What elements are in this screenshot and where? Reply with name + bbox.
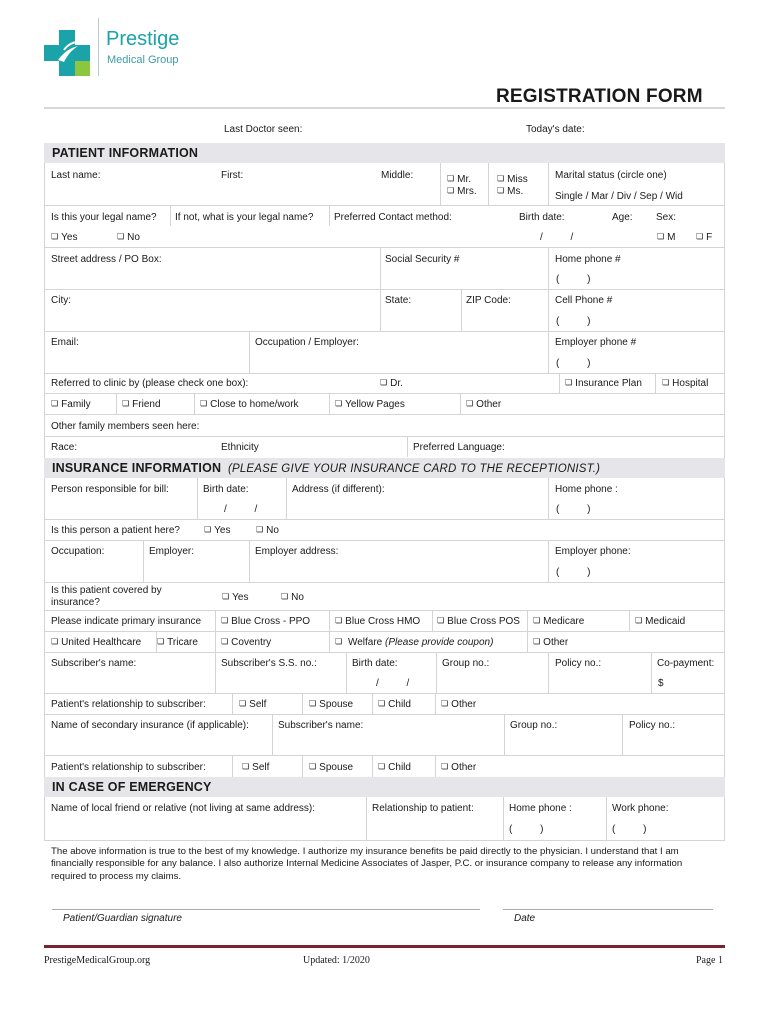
legal-name-question: Is this your legal name? <box>51 212 157 223</box>
insurance-heading-note: (PLEASE GIVE YOUR INSURANCE CARD TO THE RECEPTIONIST.) <box>227 463 601 475</box>
divider <box>44 540 725 541</box>
secondary-group-no-label: Group no.: <box>510 720 558 731</box>
emergency-work-parens: ( ) <box>612 824 647 835</box>
legal-no-checkbox[interactable]: ❏ No <box>117 232 140 243</box>
secondary-subscriber-label: Subscriber's name: <box>278 720 364 731</box>
divider <box>44 631 725 632</box>
language-label: Preferred Language: <box>413 442 505 453</box>
ssn-label: Social Security # <box>385 254 460 265</box>
brand-subtitle: Medical Group <box>107 54 179 66</box>
divider <box>44 797 45 840</box>
coventry-checkbox[interactable]: ❏ Coventry <box>221 637 271 648</box>
title-ms-checkbox[interactable]: ❏ Ms. <box>497 186 523 197</box>
first-name-label: First: <box>221 170 244 181</box>
marital-status-options[interactable]: Single / Mar / Div / Sep / Wid <box>555 191 683 202</box>
cell-phone-label: Cell Phone # <box>555 295 613 306</box>
divider <box>329 393 330 414</box>
divider <box>548 652 549 693</box>
referred-hospital-checkbox[interactable]: ❏ Hospital <box>662 378 708 389</box>
divider <box>44 393 725 394</box>
divider <box>44 840 725 841</box>
home-phone-label: Home phone # <box>555 254 621 265</box>
is-patient-yes-checkbox[interactable]: ❏ Yes <box>204 525 231 536</box>
divider <box>52 909 480 910</box>
race-label: Race: <box>51 442 78 453</box>
ins-employer-phone-parens: ( ) <box>556 567 591 578</box>
divider <box>436 652 437 693</box>
relationship-label: Patient's relationship to subscriber: <box>51 699 206 710</box>
ins-other-checkbox[interactable]: ❏ Other <box>533 637 568 648</box>
divider <box>272 714 273 755</box>
middle-name-label: Middle: <box>381 170 414 181</box>
relationship-other-checkbox[interactable]: ❏ Other <box>441 699 476 710</box>
divider <box>232 693 233 714</box>
blue-cross-pos-checkbox[interactable]: ❏ Blue Cross POS <box>437 616 520 627</box>
responsible-address-label: Address (if different): <box>292 484 385 495</box>
referred-friend-checkbox[interactable]: ❏ Friend <box>122 399 161 410</box>
brand-name: Prestige <box>106 28 180 50</box>
divider <box>488 163 489 205</box>
referred-family-checkbox[interactable]: ❏ Family <box>51 399 91 410</box>
divider <box>44 582 725 583</box>
indicate-primary-label: Please indicate primary insurance <box>51 616 202 627</box>
divider <box>440 163 441 205</box>
divider <box>606 797 607 840</box>
relationship-child-checkbox[interactable]: ❏ Child <box>378 699 411 710</box>
divider <box>461 289 462 331</box>
emergency-home-parens: ( ) <box>509 824 544 835</box>
todays-date-label: Today's date: <box>526 124 585 135</box>
birth-date-label: Birth date: <box>519 212 565 223</box>
divider <box>655 373 656 393</box>
divider <box>559 373 560 393</box>
divider <box>194 393 195 414</box>
age-label: Age: <box>612 212 633 223</box>
tricare-checkbox[interactable]: ❏ Tricare <box>157 637 198 648</box>
emergency-relationship-label: Relationship to patient: <box>372 803 474 814</box>
divider <box>143 540 144 582</box>
referred-dr-checkbox[interactable]: ❏ Dr. <box>380 378 403 389</box>
divider <box>44 519 725 520</box>
covered-question-line2: insurance? <box>51 597 100 608</box>
footer-updated: Updated: 1/2020 <box>303 955 370 966</box>
subscriber-ss-label: Subscriber's S.S. no.: <box>221 658 317 669</box>
insurance-heading-text: INSURANCE INFORMATION <box>52 461 222 475</box>
divider <box>302 755 303 777</box>
blue-cross-hmo-checkbox[interactable]: ❏ Blue Cross HMO <box>335 616 420 627</box>
secondary-relationship-label: Patient's relationship to subscriber: <box>51 762 206 773</box>
divider <box>651 652 652 693</box>
footer-page: Page 1 <box>696 955 723 966</box>
divider <box>380 289 381 331</box>
last-name-label: Last name: <box>51 170 101 181</box>
marital-status-label: Marital status (circle one) <box>555 170 667 181</box>
home-phone-parens: ( ) <box>556 274 591 285</box>
policy-no-label: Policy no.: <box>555 658 602 669</box>
responsible-label: Person responsible for bill: <box>51 484 169 495</box>
divider <box>44 289 725 290</box>
ins-occupation-label: Occupation: <box>51 546 105 557</box>
emergency-work-phone-label: Work phone: <box>612 803 669 814</box>
welfare-note: (Please provide coupon) <box>385 637 494 648</box>
welfare-label: Welfare <box>347 637 383 648</box>
divider <box>44 755 725 756</box>
divider <box>44 205 725 206</box>
divider <box>346 652 347 693</box>
last-doctor-label: Last Doctor seen: <box>224 124 303 135</box>
is-patient-question: Is this person a patient here? <box>51 525 180 536</box>
title-miss-checkbox[interactable]: ❏ Miss <box>497 174 528 185</box>
birth-date-slashes: / / <box>540 232 574 243</box>
secondary-spouse-checkbox[interactable]: ❏ Spouse <box>309 762 353 773</box>
divider <box>44 247 725 248</box>
employer-phone-label: Employer phone # <box>555 337 637 348</box>
is-patient-no-checkbox[interactable]: ❏ No <box>256 525 279 536</box>
title-mr-checkbox[interactable]: ❏ Mr. <box>447 174 471 185</box>
sex-label: Sex: <box>656 212 677 223</box>
divider <box>503 797 504 840</box>
divider <box>197 478 198 519</box>
covered-question-line1: Is this patient covered by <box>51 585 162 596</box>
ins-employer-address-label: Employer address: <box>255 546 339 557</box>
divider <box>170 205 171 226</box>
zip-label: ZIP Code: <box>466 295 511 306</box>
street-address-label: Street address / PO Box: <box>51 254 162 265</box>
welfare-checkbox[interactable] <box>335 637 493 648</box>
divider <box>460 393 461 414</box>
secondary-child-checkbox[interactable]: ❏ Child <box>378 762 411 773</box>
divider <box>249 540 250 582</box>
medicare-checkbox[interactable]: ❏ Medicare <box>533 616 584 627</box>
ins-employer-label: Employer: <box>149 546 195 557</box>
copay-dollar-sign: $ <box>658 678 664 689</box>
divider <box>232 755 233 777</box>
divider <box>548 540 549 582</box>
other-family-label: Other family members seen here: <box>51 421 200 432</box>
divider <box>504 714 505 755</box>
relationship-spouse-checkbox[interactable]: ❏ Spouse <box>309 699 353 710</box>
divider <box>44 693 725 694</box>
divider <box>380 247 381 289</box>
city-label: City: <box>51 295 71 306</box>
divider <box>44 373 725 374</box>
responsible-birth-date-label: Birth date: <box>203 484 249 495</box>
signature-label: Patient/Guardian signature <box>63 913 182 924</box>
page-title: REGISTRATION FORM <box>496 86 703 107</box>
covered-yes-checkbox[interactable]: ❏ Yes <box>222 592 249 603</box>
copay-label: Co-payment: <box>657 658 715 669</box>
insurance-info-heading <box>44 458 725 478</box>
divider <box>44 331 725 332</box>
divider <box>215 652 216 693</box>
cell-phone-parens: ( ) <box>556 316 591 327</box>
divider <box>372 693 373 714</box>
divider <box>366 797 367 840</box>
divider <box>116 393 117 414</box>
referred-close-home-checkbox[interactable]: ❏ Close to home/work <box>200 399 299 410</box>
referred-other-checkbox[interactable]: ❏ Other <box>466 399 501 410</box>
divider <box>629 610 630 631</box>
divider <box>548 478 549 519</box>
logo <box>44 26 194 82</box>
secondary-policy-no-label: Policy no.: <box>629 720 676 731</box>
contact-method-label: Preferred Contact method: <box>334 212 452 223</box>
responsible-phone-parens: ( ) <box>556 504 591 515</box>
logo-divider <box>98 18 99 76</box>
divider <box>372 755 373 777</box>
responsible-home-phone-label: Home phone : <box>555 484 618 495</box>
legal-name-if-not-label: If not, what is your legal name? <box>175 212 314 223</box>
patient-info-heading: PATIENT INFORMATION <box>44 143 725 163</box>
divider <box>44 610 725 611</box>
employer-phone-parens: ( ) <box>556 358 591 369</box>
secondary-self-checkbox[interactable]: ❏ Self <box>242 762 269 773</box>
divider <box>435 693 436 714</box>
secondary-other-checkbox[interactable]: ❏ Other <box>441 762 476 773</box>
divider <box>548 247 549 373</box>
referred-yellow-pages-checkbox[interactable]: ❏ Yellow Pages <box>335 399 405 410</box>
united-healthcare-checkbox[interactable]: ❏ United Healthcare <box>51 637 141 648</box>
emergency-heading: IN CASE OF EMERGENCY <box>44 777 725 797</box>
divider <box>432 610 433 631</box>
blue-cross-ppo-checkbox[interactable]: ❏ Blue Cross - PPO <box>221 616 310 627</box>
covered-no-checkbox[interactable]: ❏ No <box>281 592 304 603</box>
divider <box>622 714 623 755</box>
date-label: Date <box>514 913 536 924</box>
divider <box>249 331 250 373</box>
sex-m-checkbox[interactable]: ❏ M <box>657 232 676 243</box>
ins-employer-phone-label: Employer phone: <box>555 546 631 557</box>
subscriber-name-label: Subscriber's name: <box>51 658 137 669</box>
sex-f-checkbox[interactable]: ❏ F <box>696 232 712 243</box>
divider <box>407 436 408 457</box>
divider <box>302 693 303 714</box>
footer-site: PrestigeMedicalGroup.org <box>44 955 151 966</box>
divider <box>329 205 330 226</box>
divider <box>286 478 287 519</box>
referred-insurance-plan-checkbox[interactable]: ❏ Insurance Plan <box>565 378 642 389</box>
subscriber-birth-date-label: Birth date: <box>352 658 398 669</box>
divider <box>724 797 725 840</box>
authorization-statement: The above information is true to the best of my knowledge. I authorize my insurance benefits be paid directly to the physician. I understand that I am financially responsible for any balance. I also authorize Internal Medicine Associates of Jasper, P.C. or insurance company to release any information required to process my claims. <box>51 846 683 882</box>
divider <box>44 414 725 415</box>
state-label: State: <box>385 295 412 306</box>
divider <box>548 163 549 205</box>
responsible-birth-slashes: / / <box>224 504 258 515</box>
relationship-self-checkbox[interactable]: ❏ Self <box>239 699 266 710</box>
ethnicity-label: Ethnicity <box>221 442 259 453</box>
divider <box>435 755 436 777</box>
medicaid-checkbox[interactable]: ❏ Medicaid <box>635 616 685 627</box>
medical-cross-logo-icon <box>44 30 90 76</box>
divider <box>44 436 725 437</box>
occupation-employer-label: Occupation / Employer: <box>255 337 359 348</box>
divider <box>503 909 713 910</box>
emergency-home-phone-label: Home phone : <box>509 803 572 814</box>
legal-yes-checkbox[interactable]: ❏ Yes <box>51 232 78 243</box>
referred-label: Referred to clinic by (please check one box): <box>51 378 249 389</box>
secondary-insurance-label: Name of secondary insurance (if applicable): <box>51 720 249 731</box>
emergency-friend-label: Name of local friend or relative (not living at same address): <box>51 803 316 814</box>
group-no-label: Group no.: <box>442 658 490 669</box>
title-mrs-checkbox[interactable]: ❏ Mrs. <box>447 186 477 197</box>
subscriber-birth-slashes: / / <box>376 678 410 689</box>
email-label: Email: <box>51 337 79 348</box>
divider <box>44 652 725 653</box>
footer-rule <box>44 945 725 948</box>
